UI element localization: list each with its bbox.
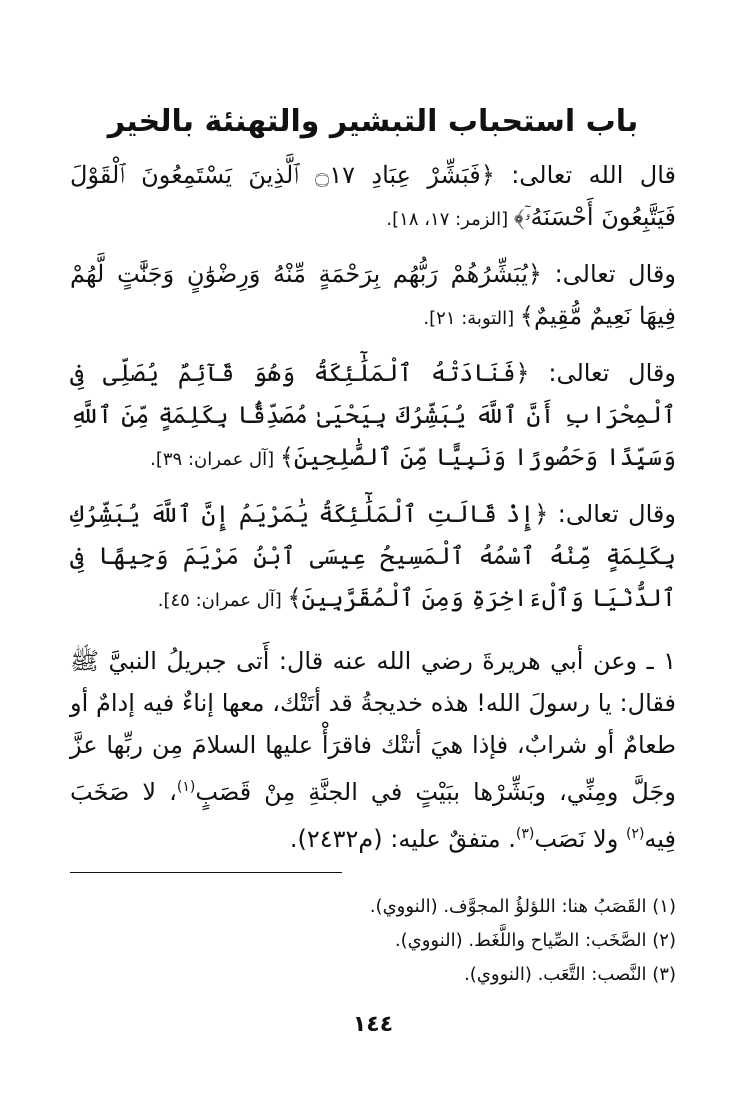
footnote-marker[interactable]: (٢) (625, 826, 645, 842)
verse-lead: وقال تعالى: (548, 500, 676, 528)
hadith-text: . متفقٌ عليه: (م٢٤٣٢). (289, 825, 516, 853)
footnote-marker[interactable]: (٣) (515, 826, 535, 842)
footnote-divider (70, 872, 342, 873)
hadith-paragraph (70, 640, 676, 860)
verse-paragraph (70, 154, 676, 241)
footnote-item: (٢) الصَّخَب: الصِّياح واللَّغَط. (النووي). (394, 930, 676, 951)
verse-paragraph (70, 493, 676, 622)
verse-paragraph (70, 253, 676, 340)
page-body (70, 100, 676, 884)
footnote-item: (١) القَصَبُ هنا: اللؤلؤُ المجوَّف. (النووي). (369, 896, 676, 917)
verse-text: ﴿إِذْ قَالَتِ ٱلْمَلَٰٓئِكَةُ يَٰمَرْيَمُ إِنَّ ٱللَّهَ يُبَشِّرُكِ بِكَلِمَةٍ مِّنْهُ ٱسْمُهُ ٱلْمَسِيحُ عِيسَى ٱبْنُ مَرْيَمَ وَجِيهًا فِى ٱلدُّنْيَا وَٱلْءَاخِرَةِ وَمِنَ ٱلْمُقَرَّبِينَ﴾ (70, 500, 676, 612)
verse-text: ﴿فَبَشِّرْ عِبَادِ ۝١٧ ٱلَّذِينَ يَسْتَمِعُونَ ٱلْقَوْلَ فَيَتَّبِعُونَ أَحْسَنَهُۥٓ﴾ (70, 161, 676, 231)
verse-lead: وقال تعالى: (541, 260, 676, 288)
verse-lead: قال الله تعالى: (494, 161, 676, 189)
hadith-text: ، لا صَخَبَ فِيه (70, 778, 676, 853)
verse-text: ﴿فَنَادَتْهُ ٱلْمَلَٰٓئِكَةُ وَهُوَ قَآئِمٌ يُصَلِّى فِى ٱلْمِحْرَابِ أَنَّ ٱللَّهَ يُبَشِّرُكَ بِيَحْيَىٰ مُصَدِّقًۢا بِكَلِمَةٍ مِّنَ ٱللَّهِ وَسَيِّدًا وَحَصُورًا وَنَبِيًّا مِّنَ ٱلصَّٰلِحِينَ﴾ (70, 359, 676, 471)
verse-reference: [الزمر: ١٧، ١٨]. (386, 209, 514, 230)
footnote-marker[interactable]: (١) (176, 779, 196, 795)
verse-paragraph (70, 352, 676, 481)
page-number: ١٤٤ (352, 1012, 394, 1037)
verse-reference: [التوبة: ٢١]. (423, 308, 520, 329)
hadith-text: ١ ـ وعن أبي هريرةَ رضي الله عنه قال: أَتى جبريلُ النبيَّ ﷺ فقال: يا رسولَ الله! هذه خديجةُ قد أتَتْك، معها إناءٌ فيه إدامٌ أو طعامٌ أو شرابٌ، فإذا هيَ أتتْك فاقرَأْ عليها السلامَ مِن ربِّها عزَّ وجَلَّ ومِنِّي، وبَشِّرْها ببَيْتٍ في الجنَّةِ مِنْ قَصَبٍ (70, 647, 676, 806)
verse-reference: [آل عمران: ٣٩]. (150, 449, 280, 470)
hadith-text: ولا نَصَب (534, 825, 626, 853)
chapter-title: باب استحباب التبشير والتهنئة بالخير (107, 104, 639, 139)
verse-lead: وقال تعالى: (529, 359, 676, 387)
verse-reference: [آل عمران: ٤٥]. (157, 590, 288, 611)
verse-text: ﴿يُبَشِّرُهُمْ رَبُّهُم بِرَحْمَةٍ مِّنْهُ وَرِضْوَٰنٍ وَجَنَّٰتٍ لَّهُمْ فِيهَا نَعِيمٌ مُّقِيمٌ﴾ (70, 260, 676, 330)
footnotes (70, 890, 676, 992)
footnote-item: (٣) النَّصب: التَّعَب. (النووي). (464, 964, 676, 985)
